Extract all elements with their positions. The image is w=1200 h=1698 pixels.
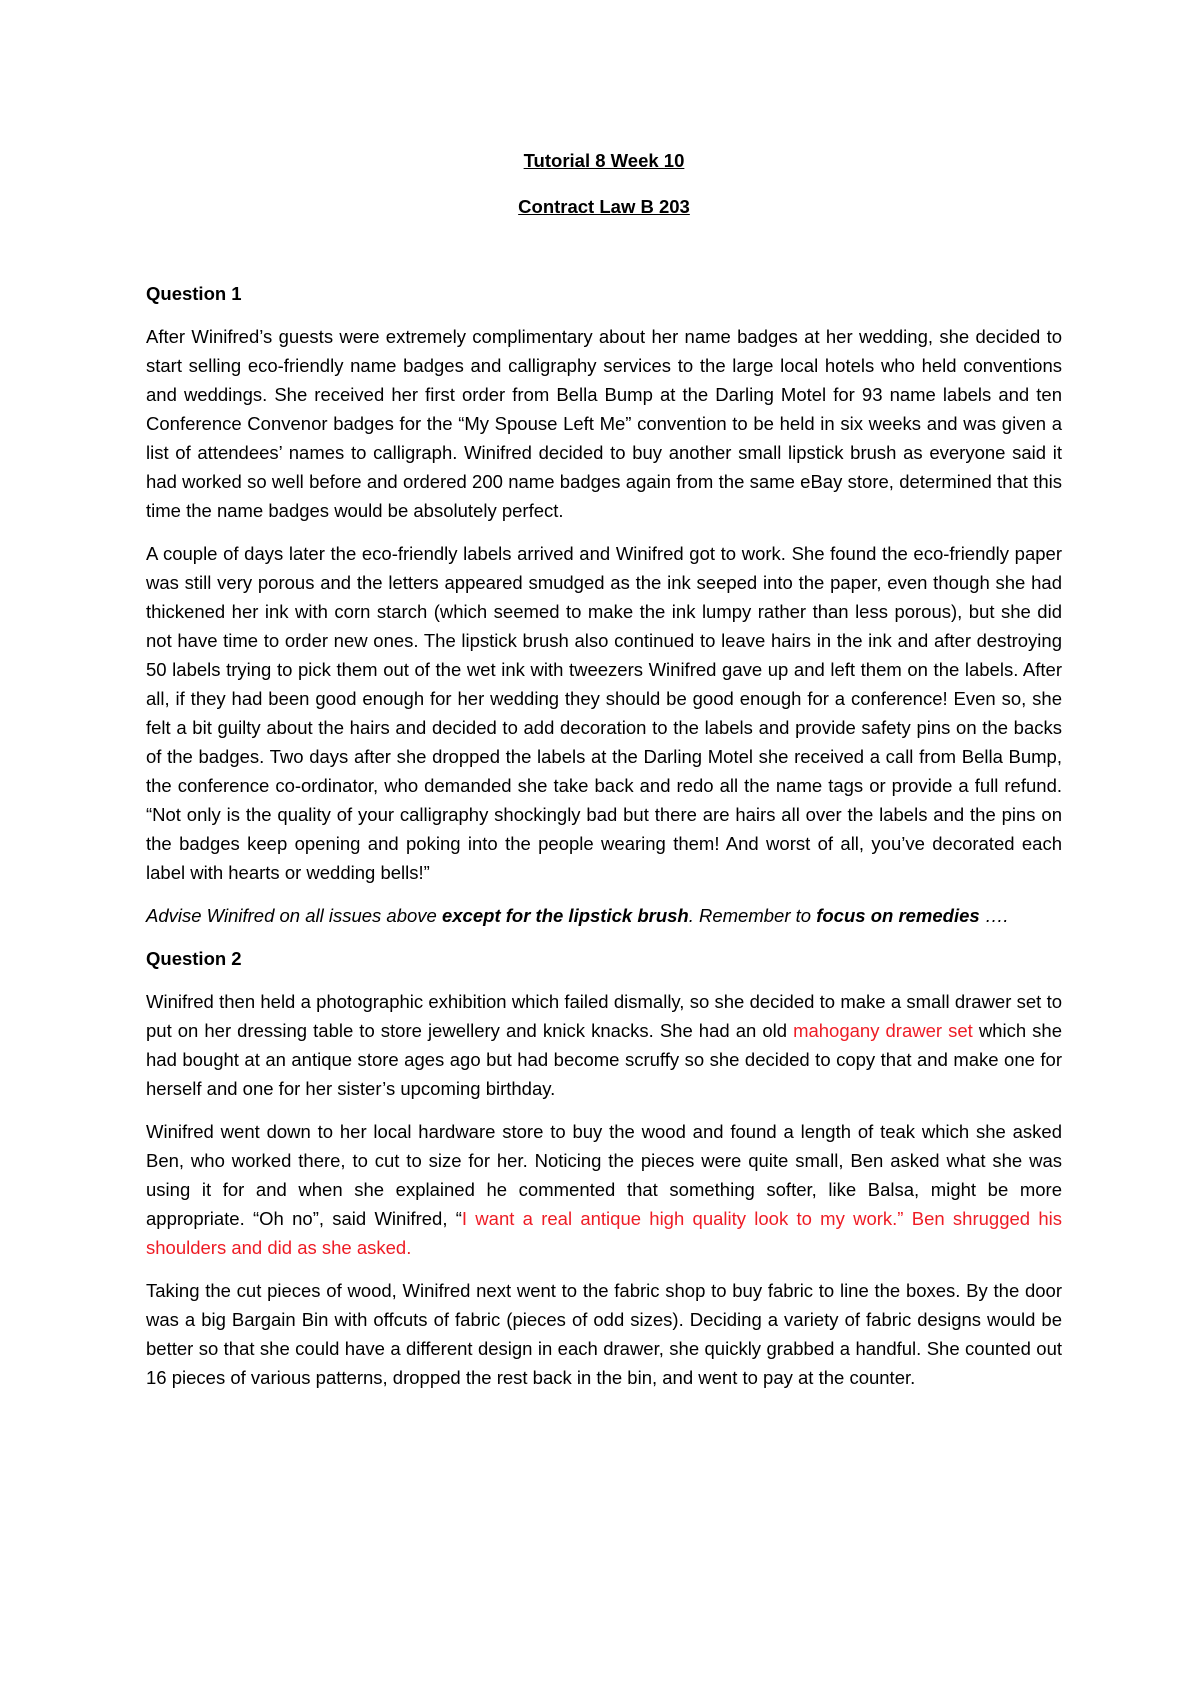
instruction-emphasis: focus on remedies <box>816 905 980 926</box>
question-1-paragraph-1: After Winifred’s guests were extremely complimentary about her name badges at her wedding, she decided to start selling eco-friendly name badges and calligraphy services to the large local hotels who held conventions and weddings. She received her first order from Bella Bump at the Darling Motel for 93 name labels and ten Conference Convenor badges for the “My Spouse Left Me” convention to be held in six weeks and was given a list of attendees’ names to calligraph. Winifred decided to buy another small lipstick brush as everyone said it had worked so well before and ordered 200 name badges again from the same eBay store, determined that this time the name badges would be absolutely perfect. <box>146 326 1062 521</box>
instruction-text: Advise Winifred on all issues above <box>146 905 442 926</box>
document-page <box>146 146 1062 1406</box>
question-1-heading: Question 1 <box>146 283 242 304</box>
paragraph-text: which she had bought at an antique store ages ago but had become scruffy so she decided to copy that and make one for herself and one for her sister’s upcoming birthday. <box>146 1020 1062 1099</box>
question-2-paragraph-2 <box>146 1117 1062 1262</box>
question-2-heading: Question 2 <box>146 948 242 969</box>
question-1-instruction <box>146 901 1062 930</box>
paragraph-text: Winifred then held a photographic exhibition which failed dismally, so she decided to make a small drawer set to put on her dressing table to store jewellery and knick knacks. She had an old <box>146 991 1062 1041</box>
paragraph-text: Winifred went down to her local hardware store to buy the wood and found a length of teak which she asked Ben, who worked there, to cut to size for her. Noticing the pieces were quite small, Ben asked what she was using it for and when she explained he commented that something softer, like Balsa, might be more appropriate. “Oh no”, said Winifred, “ <box>146 1121 1062 1229</box>
document-title: Tutorial 8 Week 10 <box>523 150 685 171</box>
question-2-paragraph-3: Taking the cut pieces of wood, Winifred next went to the fabric shop to buy fabric to line the boxes. By the door was a big Bargain Bin with offcuts of fabric (pieces of odd sizes). Deciding a variety of fabric designs would be better so that she could have a different design in each drawer, she quickly grabbed a handful. She counted out 16 pieces of various patterns, dropped the rest back in the bin, and went to pay at the counter. <box>146 1280 1062 1388</box>
question-2-paragraph-1 <box>146 987 1062 1103</box>
instruction-emphasis: except for the lipstick brush <box>441 905 689 926</box>
document-subtitle: Contract Law B 203 <box>518 196 690 217</box>
highlighted-text: mahogany drawer set <box>793 1020 973 1041</box>
instruction-text: . Remember to <box>688 905 817 926</box>
highlighted-text: I want a real antique high quality look to my work.” Ben shrugged his shoulders and did as she asked. <box>146 1208 1062 1258</box>
instruction-text: …. <box>979 905 1009 926</box>
question-1-paragraph-2: A couple of days later the eco-friendly labels arrived and Winifred got to work. She found the eco-friendly paper was still very porous and the letters appeared smudged as the ink seeped into the paper, even though she had thickened her ink with corn starch (which seemed to make the ink lumpy rather than less porous), but she did not have time to order new ones. The lipstick brush also continued to leave hairs in the ink and after destroying 50 labels trying to pick them out of the wet ink with tweezers Winifred gave up and left them on the labels. After all, if they had been good enough for her wedding they should be good enough for a conference! Even so, she felt a bit guilty about the hairs and decided to add decoration to the labels and provide safety pins on the backs of the badges. Two days after she dropped the labels at the Darling Motel she received a call from Bella Bump, the conference co-ordinator, who demanded she take back and redo all the name tags or provide a full refund. “Not only is the quality of your calligraphy shockingly bad but there are hairs all over the labels and the pins on the badges keep opening and poking into the people wearing them! And worst of all, you’ve decorated each label with hearts or wedding bells!” <box>146 543 1062 883</box>
